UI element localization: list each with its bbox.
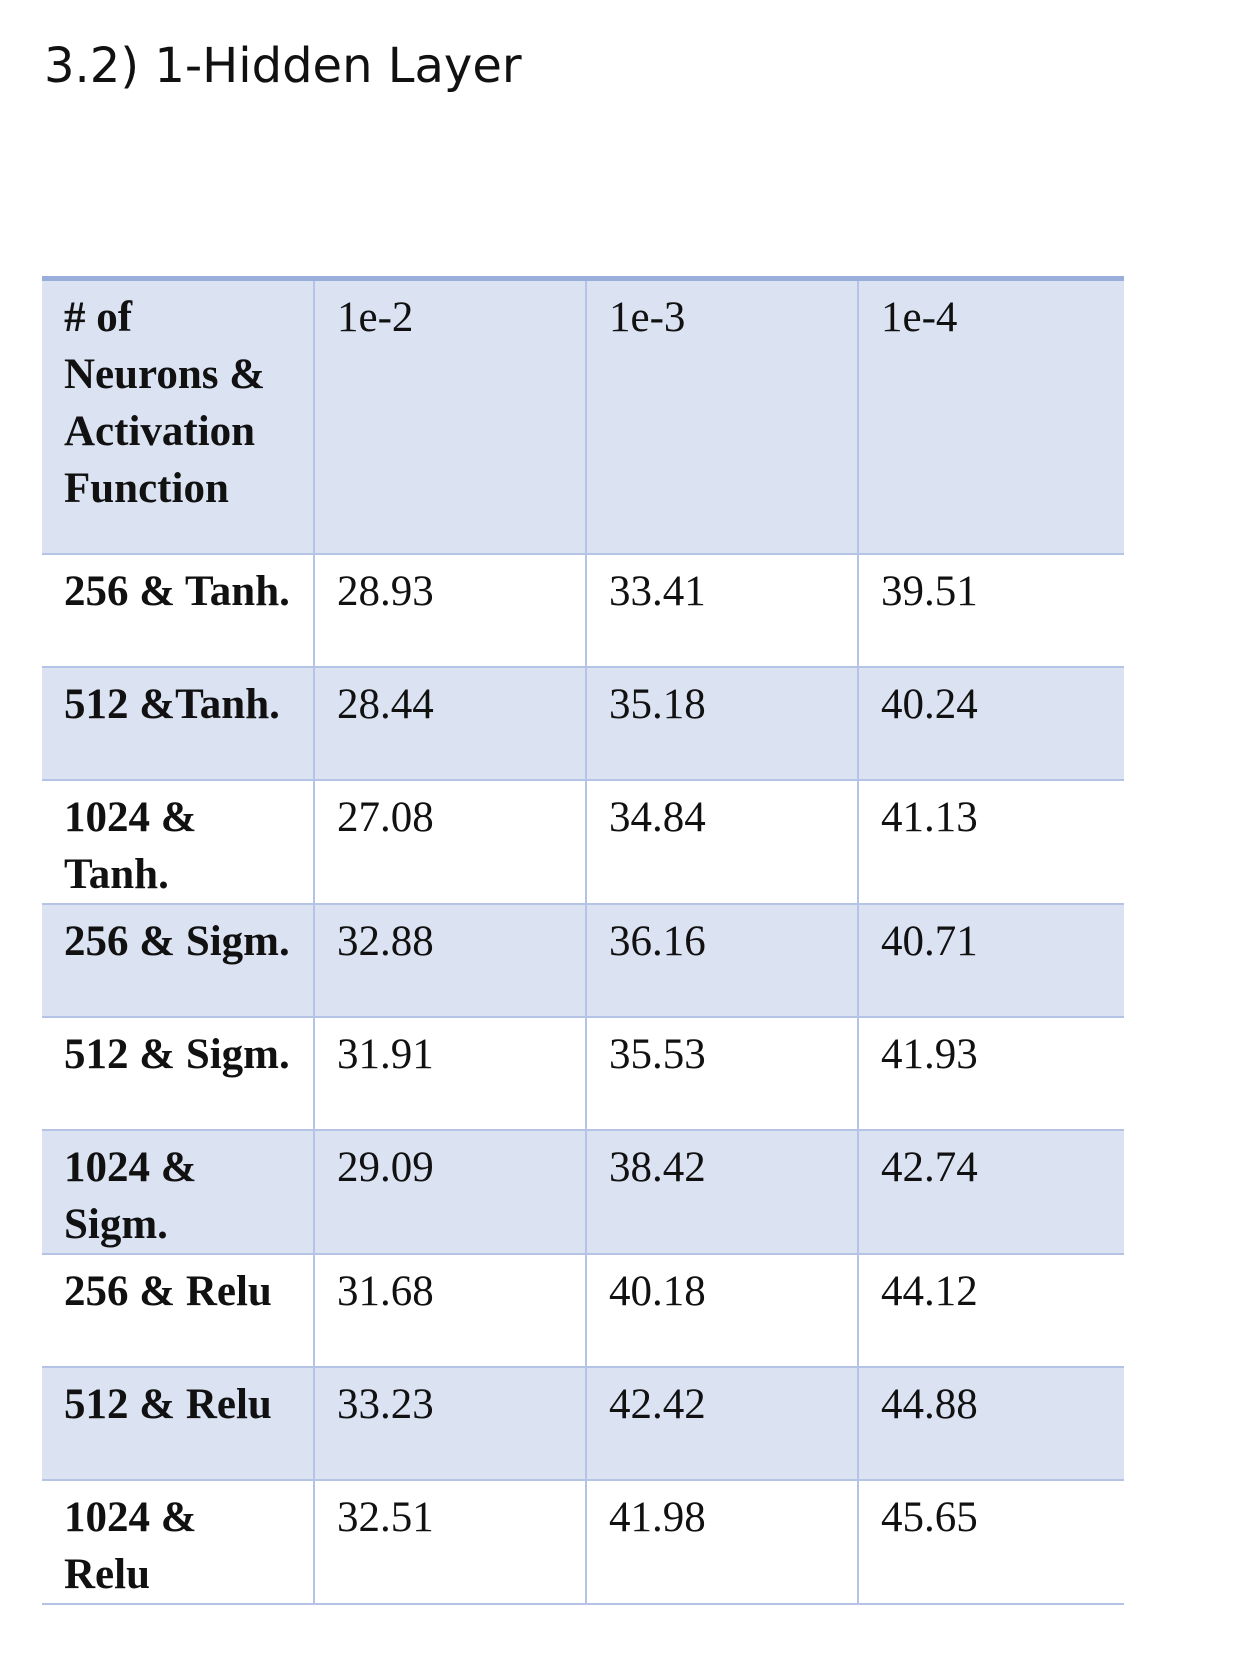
table-cell: 31.68 [314, 1254, 586, 1367]
table-cell: 40.71 [858, 904, 1124, 1017]
results-table [42, 276, 1124, 1605]
table-cell: 32.51 [314, 1480, 586, 1604]
table-cell: 40.24 [858, 667, 1124, 780]
row-label: 256 & Sigm. [42, 904, 314, 1017]
column-header: 1e-4 [858, 279, 1124, 554]
table-row [42, 904, 1124, 1017]
table-row [42, 1367, 1124, 1480]
table-cell: 42.42 [586, 1367, 858, 1480]
row-label: 1024 & Tanh. [42, 780, 314, 904]
row-label: 512 & Relu [42, 1367, 314, 1480]
table-cell: 38.42 [586, 1130, 858, 1254]
table-cell: 41.98 [586, 1480, 858, 1604]
section-heading: 3.2) 1-Hidden Layer [44, 38, 522, 94]
column-header: 1e-2 [314, 279, 586, 554]
table-cell: 42.74 [858, 1130, 1124, 1254]
table-cell: 32.88 [314, 904, 586, 1017]
row-label: 512 &Tanh. [42, 667, 314, 780]
table-cell: 33.41 [586, 554, 858, 667]
table-cell: 41.13 [858, 780, 1124, 904]
table-header-row [42, 279, 1124, 554]
table-row [42, 1130, 1124, 1254]
table-row [42, 1017, 1124, 1130]
table-row [42, 667, 1124, 780]
table-row [42, 554, 1124, 667]
table-cell: 41.93 [858, 1017, 1124, 1130]
table-cell: 31.91 [314, 1017, 586, 1130]
row-label: 256 & Tanh. [42, 554, 314, 667]
row-label: 1024 & Sigm. [42, 1130, 314, 1254]
table-cell: 40.18 [586, 1254, 858, 1367]
column-header: 1e-3 [586, 279, 858, 554]
table-cell: 36.16 [586, 904, 858, 1017]
table-cell: 34.84 [586, 780, 858, 904]
table-row [42, 1254, 1124, 1367]
table-row [42, 1480, 1124, 1604]
table-cell: 33.23 [314, 1367, 586, 1480]
table-cell: 35.53 [586, 1017, 858, 1130]
row-label: 512 & Sigm. [42, 1017, 314, 1130]
table-cell: 27.08 [314, 780, 586, 904]
table-cell: 44.88 [858, 1367, 1124, 1480]
table-cell: 45.65 [858, 1480, 1124, 1604]
table-cell: 35.18 [586, 667, 858, 780]
row-label: 1024 & Relu [42, 1480, 314, 1604]
corner-header: # of Neurons & Activation Function [42, 279, 314, 554]
table-cell: 28.93 [314, 554, 586, 667]
table-cell: 44.12 [858, 1254, 1124, 1367]
table-cell: 29.09 [314, 1130, 586, 1254]
table-cell: 39.51 [858, 554, 1124, 667]
row-label: 256 & Relu [42, 1254, 314, 1367]
table-cell: 28.44 [314, 667, 586, 780]
table-row [42, 780, 1124, 904]
